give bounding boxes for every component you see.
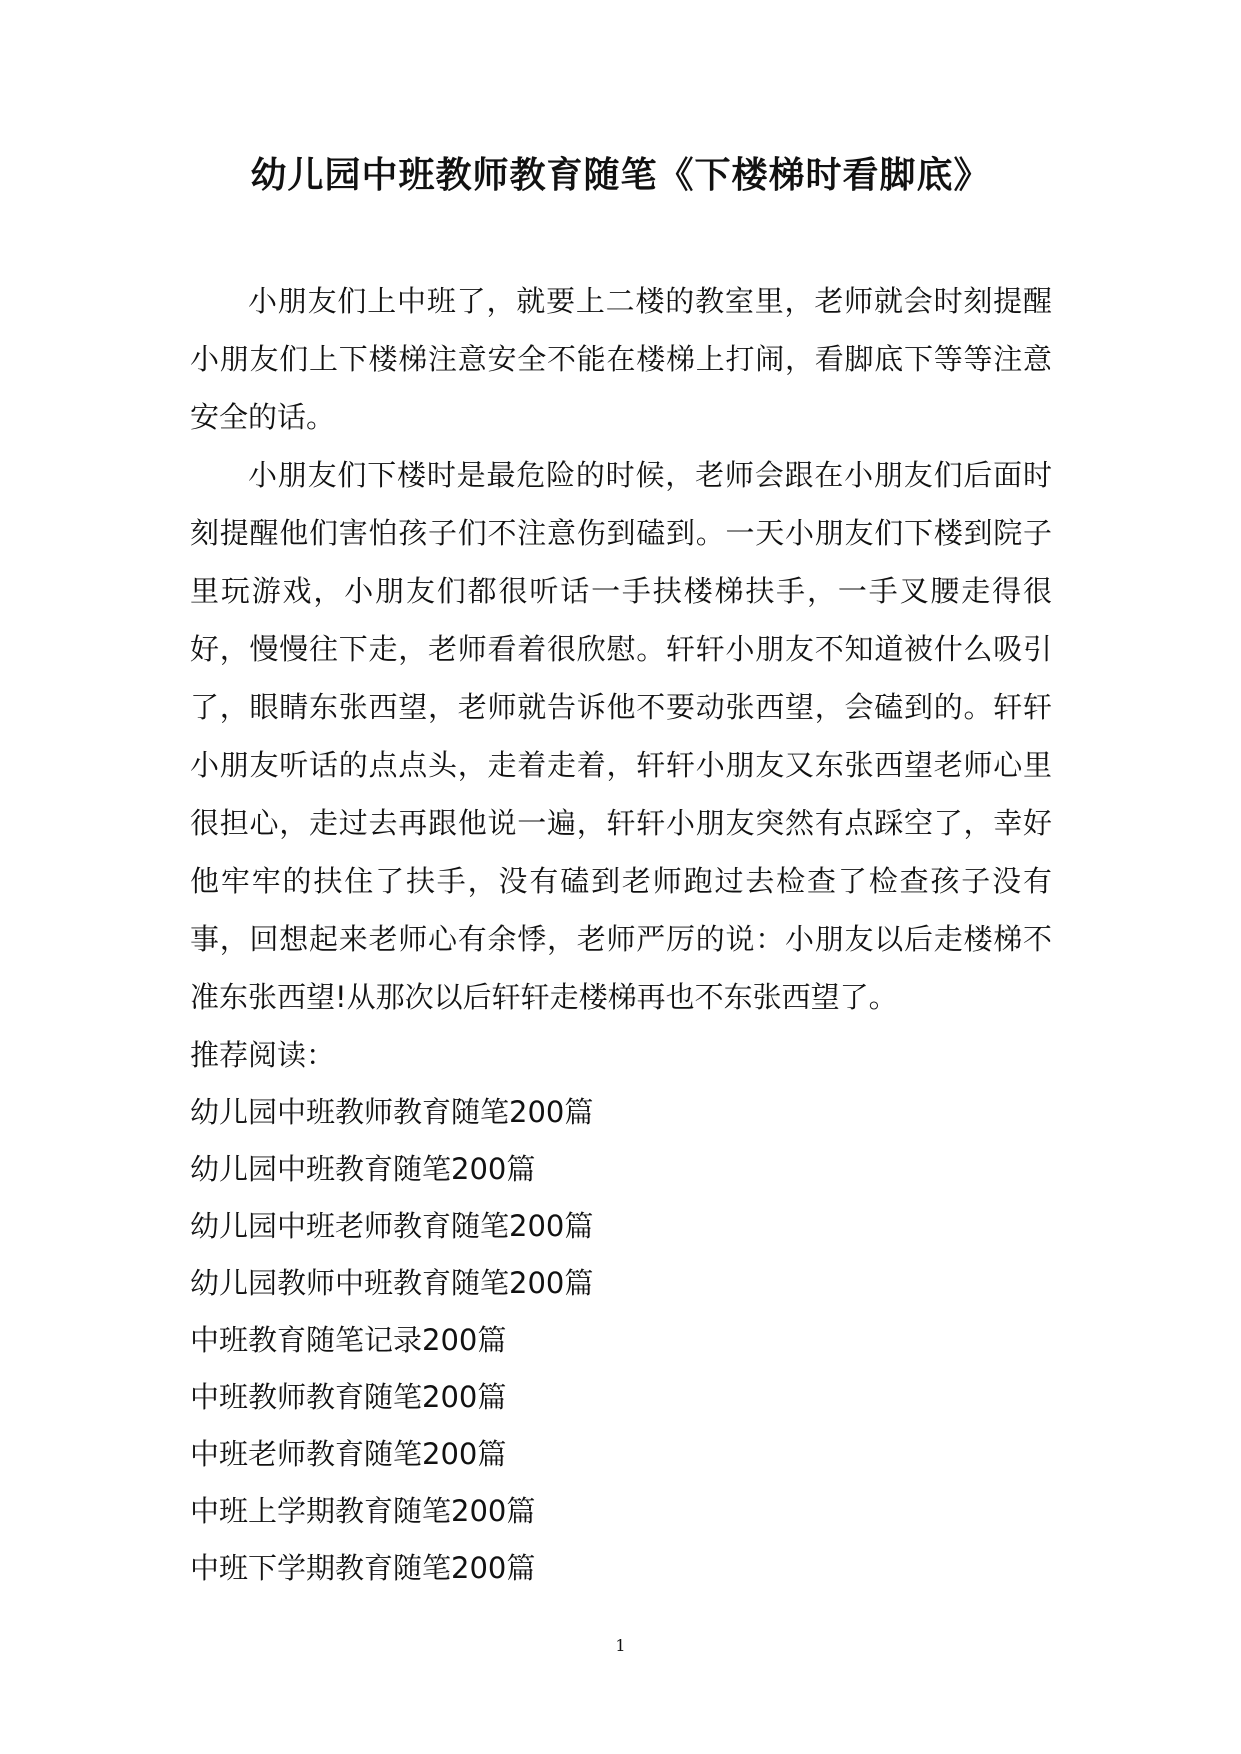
- page-title: 幼儿园中班教师教育随笔《下楼梯时看脚底》: [250, 154, 991, 196]
- recommended-link[interactable]: 中班教师教育随笔200篇: [190, 1380, 507, 1414]
- recommended-link[interactable]: 中班上学期教育随笔200篇: [190, 1494, 536, 1528]
- recommended-link[interactable]: 幼儿园中班教育随笔200篇: [190, 1152, 536, 1186]
- body-paragraph: 小朋友们上中班了，就要上二楼的教室里，老师就会时刻提醒小朋友们上下楼梯注意安全不能在楼梯上打闹，看脚底下等等注意安全的话。: [190, 284, 1052, 434]
- recommended-link[interactable]: 中班下学期教育随笔200篇: [190, 1551, 536, 1585]
- body-paragraph: 小朋友们下楼时是最危险的时候，老师会跟在小朋友们后面时刻提醒他们害怕孩子们不注意伤到磕到。一天小朋友们下楼到院子里玩游戏，小朋友们都很听话一手扶楼梯扶手，一手叉腰走得很好，慢慢往下走，老师看着很欣慰。轩轩小朋友不知道被什么吸引了，眼睛东张西望，老师就告诉他不要动张西望，会磕到的。轩轩小朋友听话的点点头，走着走着，轩轩小朋友又东张西望老师心里很担心，走过去再跟他说一遍，轩轩小朋友突然有点踩空了，幸好他牢牢的扶住了扶手，没有磕到老师跑过去检查了检查孩子没有事，回想起来老师心有余悸，老师严厉的说：小朋友以后走楼梯不准东张西望!从那次以后轩轩走楼梯再也不东张西望了。: [190, 458, 1052, 1014]
- recommended-link[interactable]: 中班教育随笔记录200篇: [190, 1323, 507, 1357]
- recommended-heading: 推荐阅读：: [190, 1038, 336, 1072]
- document-body: [190, 272, 1052, 1597]
- recommended-link[interactable]: 中班老师教育随笔200篇: [190, 1437, 507, 1471]
- page-number: 1: [615, 1636, 626, 1655]
- recommended-link[interactable]: 幼儿园教师中班教育随笔200篇: [190, 1266, 594, 1300]
- recommended-link[interactable]: 幼儿园中班老师教育随笔200篇: [190, 1209, 594, 1243]
- recommended-list: [190, 1084, 1052, 1597]
- recommended-link[interactable]: 幼儿园中班教师教育随笔200篇: [190, 1095, 594, 1129]
